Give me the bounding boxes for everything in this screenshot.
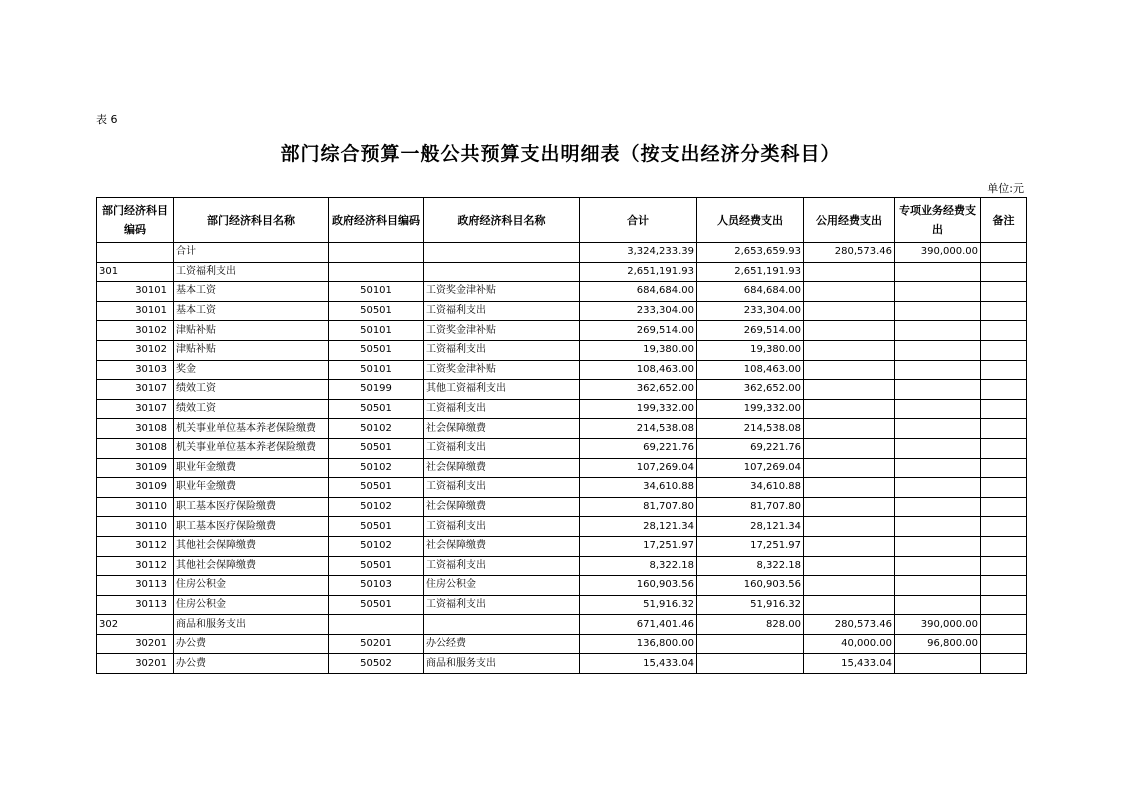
special-cell <box>895 478 981 498</box>
dept-name-cell: 绩效工资 <box>174 380 329 400</box>
dept-name-cell: 工资福利支出 <box>174 262 329 282</box>
dept-code-cell: 30112 <box>97 556 174 576</box>
personnel-cell: 160,903.56 <box>697 576 804 596</box>
special-cell: 96,800.00 <box>895 634 981 654</box>
special-cell <box>895 360 981 380</box>
public-cell <box>804 595 895 615</box>
gov-name-cell: 社会保障缴费 <box>424 536 580 556</box>
header-row <box>97 198 1027 243</box>
dept-code-cell: 30110 <box>97 497 174 517</box>
gov-name-cell: 其他工资福利支出 <box>424 380 580 400</box>
table-number: 表 6 <box>96 113 118 126</box>
table-row <box>97 478 1027 498</box>
note-cell <box>981 262 1027 282</box>
total-cell: 108,463.00 <box>580 360 697 380</box>
gov-code-cell: 50102 <box>329 458 424 478</box>
table-row <box>97 262 1027 282</box>
dept-code-cell: 301 <box>97 262 174 282</box>
public-cell <box>804 380 895 400</box>
dept-name-cell: 办公费 <box>174 654 329 674</box>
personnel-cell: 34,610.88 <box>697 478 804 498</box>
personnel-cell: 269,514.00 <box>697 321 804 341</box>
public-cell <box>804 360 895 380</box>
dept-code-cell: 30102 <box>97 321 174 341</box>
gov-code-cell: 50103 <box>329 576 424 596</box>
table-row <box>97 380 1027 400</box>
dept-name-cell: 职工基本医疗保险缴费 <box>174 517 329 537</box>
public-cell: 40,000.00 <box>804 634 895 654</box>
col-header-personnel: 人员经费支出 <box>697 198 804 243</box>
public-cell: 15,433.04 <box>804 654 895 674</box>
gov-name-cell <box>424 615 580 635</box>
table-row <box>97 340 1027 360</box>
col-header-gov-name: 政府经济科目名称 <box>424 198 580 243</box>
special-cell <box>895 301 981 321</box>
dept-name-cell: 奖金 <box>174 360 329 380</box>
budget-table <box>96 197 1027 674</box>
note-cell <box>981 517 1027 537</box>
gov-name-cell: 工资福利支出 <box>424 438 580 458</box>
gov-code-cell: 50501 <box>329 301 424 321</box>
personnel-cell: 69,221.76 <box>697 438 804 458</box>
special-cell <box>895 576 981 596</box>
gov-code-cell: 50102 <box>329 497 424 517</box>
public-cell: 280,573.46 <box>804 615 895 635</box>
total-cell: 214,538.08 <box>580 419 697 439</box>
gov-name-cell: 工资奖金津补贴 <box>424 360 580 380</box>
note-cell <box>981 615 1027 635</box>
public-cell <box>804 497 895 517</box>
table-row <box>97 321 1027 341</box>
gov-name-cell: 商品和服务支出 <box>424 654 580 674</box>
gov-name-cell: 工资福利支出 <box>424 478 580 498</box>
personnel-cell: 28,121.34 <box>697 517 804 537</box>
table-row <box>97 497 1027 517</box>
gov-name-cell: 工资奖金津补贴 <box>424 282 580 302</box>
personnel-cell: 362,652.00 <box>697 380 804 400</box>
gov-code-cell <box>329 243 424 263</box>
total-cell: 28,121.34 <box>580 517 697 537</box>
dept-code-cell: 30109 <box>97 458 174 478</box>
dept-name-cell: 津贴补贴 <box>174 321 329 341</box>
note-cell <box>981 399 1027 419</box>
table-row <box>97 615 1027 635</box>
col-header-total: 合计 <box>580 198 697 243</box>
total-cell: 19,380.00 <box>580 340 697 360</box>
note-cell <box>981 340 1027 360</box>
personnel-cell: 2,653,659.93 <box>697 243 804 263</box>
gov-code-cell: 50201 <box>329 634 424 654</box>
dept-code-cell: 30108 <box>97 438 174 458</box>
gov-name-cell: 办公经费 <box>424 634 580 654</box>
gov-code-cell: 50501 <box>329 556 424 576</box>
special-cell <box>895 380 981 400</box>
note-cell <box>981 380 1027 400</box>
table-row <box>97 282 1027 302</box>
public-cell <box>804 399 895 419</box>
gov-name-cell: 工资福利支出 <box>424 399 580 419</box>
total-cell: 69,221.76 <box>580 438 697 458</box>
note-cell <box>981 438 1027 458</box>
gov-code-cell: 50199 <box>329 380 424 400</box>
dept-name-cell: 职工基本医疗保险缴费 <box>174 497 329 517</box>
dept-code-cell: 302 <box>97 615 174 635</box>
public-cell <box>804 262 895 282</box>
dept-name-cell: 职业年金缴费 <box>174 478 329 498</box>
dept-name-cell: 机关事业单位基本养老保险缴费 <box>174 419 329 439</box>
total-cell: 362,652.00 <box>580 380 697 400</box>
gov-code-cell: 50101 <box>329 282 424 302</box>
dept-code-cell: 30201 <box>97 654 174 674</box>
special-cell <box>895 438 981 458</box>
table-row <box>97 301 1027 321</box>
personnel-cell: 828.00 <box>697 615 804 635</box>
dept-name-cell: 合计 <box>174 243 329 263</box>
dept-code-cell: 30109 <box>97 478 174 498</box>
special-cell <box>895 556 981 576</box>
dept-name-cell: 基本工资 <box>174 301 329 321</box>
special-cell: 390,000.00 <box>895 615 981 635</box>
gov-code-cell: 50501 <box>329 438 424 458</box>
table-body <box>97 243 1027 674</box>
special-cell <box>895 399 981 419</box>
public-cell <box>804 517 895 537</box>
gov-code-cell: 50501 <box>329 399 424 419</box>
note-cell <box>981 243 1027 263</box>
gov-name-cell <box>424 243 580 263</box>
table-row <box>97 634 1027 654</box>
personnel-cell: 684,684.00 <box>697 282 804 302</box>
personnel-cell: 107,269.04 <box>697 458 804 478</box>
note-cell <box>981 536 1027 556</box>
total-cell: 136,800.00 <box>580 634 697 654</box>
col-header-dept-code: 部门经济科目编码 <box>97 198 174 243</box>
special-cell <box>895 536 981 556</box>
special-cell: 390,000.00 <box>895 243 981 263</box>
gov-name-cell: 社会保障缴费 <box>424 419 580 439</box>
total-cell: 684,684.00 <box>580 282 697 302</box>
note-cell <box>981 478 1027 498</box>
col-header-note: 备注 <box>981 198 1027 243</box>
personnel-cell: 233,304.00 <box>697 301 804 321</box>
table-row <box>97 517 1027 537</box>
total-cell: 8,322.18 <box>580 556 697 576</box>
special-cell <box>895 282 981 302</box>
gov-code-cell: 50102 <box>329 536 424 556</box>
public-cell <box>804 321 895 341</box>
dept-name-cell: 基本工资 <box>174 282 329 302</box>
public-cell <box>804 419 895 439</box>
special-cell <box>895 340 981 360</box>
special-cell <box>895 654 981 674</box>
gov-name-cell: 工资福利支出 <box>424 517 580 537</box>
note-cell <box>981 419 1027 439</box>
note-cell <box>981 360 1027 380</box>
gov-code-cell: 50101 <box>329 360 424 380</box>
gov-code-cell: 50501 <box>329 478 424 498</box>
note-cell <box>981 301 1027 321</box>
total-cell: 671,401.46 <box>580 615 697 635</box>
public-cell <box>804 478 895 498</box>
dept-code-cell: 30107 <box>97 399 174 419</box>
public-cell <box>804 301 895 321</box>
note-cell <box>981 595 1027 615</box>
table-row <box>97 556 1027 576</box>
special-cell <box>895 517 981 537</box>
dept-code-cell: 30108 <box>97 419 174 439</box>
public-cell <box>804 576 895 596</box>
gov-code-cell: 50501 <box>329 340 424 360</box>
col-header-special: 专项业务经费支出 <box>895 198 981 243</box>
personnel-cell: 199,332.00 <box>697 399 804 419</box>
dept-code-cell: 30113 <box>97 576 174 596</box>
total-cell: 51,916.32 <box>580 595 697 615</box>
special-cell <box>895 458 981 478</box>
special-cell <box>895 595 981 615</box>
dept-code-cell: 30112 <box>97 536 174 556</box>
gov-code-cell <box>329 615 424 635</box>
dept-name-cell: 职业年金缴费 <box>174 458 329 478</box>
total-cell: 81,707.80 <box>580 497 697 517</box>
dept-name-cell: 住房公积金 <box>174 576 329 596</box>
total-cell: 2,651,191.93 <box>580 262 697 282</box>
dept-name-cell: 办公费 <box>174 634 329 654</box>
special-cell <box>895 262 981 282</box>
dept-code-cell: 30103 <box>97 360 174 380</box>
note-cell <box>981 458 1027 478</box>
table-row <box>97 458 1027 478</box>
table-row <box>97 419 1027 439</box>
gov-code-cell: 50101 <box>329 321 424 341</box>
note-cell <box>981 282 1027 302</box>
special-cell <box>895 419 981 439</box>
note-cell <box>981 634 1027 654</box>
dept-name-cell: 住房公积金 <box>174 595 329 615</box>
dept-name-cell: 其他社会保障缴费 <box>174 556 329 576</box>
dept-code-cell: 30101 <box>97 301 174 321</box>
total-cell: 199,332.00 <box>580 399 697 419</box>
table-row <box>97 576 1027 596</box>
gov-name-cell: 工资福利支出 <box>424 595 580 615</box>
unit-label: 单位:元 <box>987 182 1024 195</box>
personnel-cell: 108,463.00 <box>697 360 804 380</box>
total-cell: 34,610.88 <box>580 478 697 498</box>
personnel-cell: 81,707.80 <box>697 497 804 517</box>
dept-code-cell: 30201 <box>97 634 174 654</box>
dept-name-cell: 绩效工资 <box>174 399 329 419</box>
personnel-cell: 8,322.18 <box>697 556 804 576</box>
gov-code-cell: 50102 <box>329 419 424 439</box>
total-cell: 107,269.04 <box>580 458 697 478</box>
gov-code-cell: 50501 <box>329 517 424 537</box>
public-cell <box>804 282 895 302</box>
total-cell: 17,251.97 <box>580 536 697 556</box>
personnel-cell: 51,916.32 <box>697 595 804 615</box>
total-cell: 269,514.00 <box>580 321 697 341</box>
total-cell: 160,903.56 <box>580 576 697 596</box>
total-cell: 3,324,233.39 <box>580 243 697 263</box>
dept-code-cell: 30107 <box>97 380 174 400</box>
table-row <box>97 243 1027 263</box>
note-cell <box>981 556 1027 576</box>
personnel-cell: 19,380.00 <box>697 340 804 360</box>
personnel-cell: 2,651,191.93 <box>697 262 804 282</box>
public-cell <box>804 556 895 576</box>
public-cell <box>804 438 895 458</box>
table-row <box>97 654 1027 674</box>
personnel-cell: 17,251.97 <box>697 536 804 556</box>
note-cell <box>981 497 1027 517</box>
special-cell <box>895 321 981 341</box>
special-cell <box>895 497 981 517</box>
gov-name-cell: 工资福利支出 <box>424 556 580 576</box>
dept-code-cell: 30102 <box>97 340 174 360</box>
gov-name-cell: 工资福利支出 <box>424 340 580 360</box>
table-row <box>97 438 1027 458</box>
personnel-cell <box>697 654 804 674</box>
public-cell <box>804 536 895 556</box>
table-row <box>97 360 1027 380</box>
table-row <box>97 595 1027 615</box>
dept-code-cell <box>97 243 174 263</box>
gov-code-cell: 50502 <box>329 654 424 674</box>
table-row <box>97 536 1027 556</box>
personnel-cell <box>697 634 804 654</box>
note-cell <box>981 321 1027 341</box>
col-header-dept-name: 部门经济科目名称 <box>174 198 329 243</box>
total-cell: 233,304.00 <box>580 301 697 321</box>
gov-name-cell: 社会保障缴费 <box>424 497 580 517</box>
dept-name-cell: 津贴补贴 <box>174 340 329 360</box>
gov-name-cell: 工资福利支出 <box>424 301 580 321</box>
total-cell: 15,433.04 <box>580 654 697 674</box>
dept-code-cell: 30113 <box>97 595 174 615</box>
table-row <box>97 399 1027 419</box>
public-cell <box>804 340 895 360</box>
gov-name-cell <box>424 262 580 282</box>
dept-name-cell: 其他社会保障缴费 <box>174 536 329 556</box>
gov-name-cell: 工资奖金津补贴 <box>424 321 580 341</box>
dept-code-cell: 30101 <box>97 282 174 302</box>
dept-name-cell: 商品和服务支出 <box>174 615 329 635</box>
public-cell <box>804 458 895 478</box>
col-header-public: 公用经费支出 <box>804 198 895 243</box>
personnel-cell: 214,538.08 <box>697 419 804 439</box>
gov-name-cell: 社会保障缴费 <box>424 458 580 478</box>
col-header-gov-code: 政府经济科目编码 <box>329 198 424 243</box>
dept-code-cell: 30110 <box>97 517 174 537</box>
note-cell <box>981 576 1027 596</box>
gov-code-cell: 50501 <box>329 595 424 615</box>
gov-name-cell: 住房公积金 <box>424 576 580 596</box>
page-title: 部门综合预算一般公共预算支出明细表（按支出经济分类科目） <box>280 143 841 165</box>
public-cell: 280,573.46 <box>804 243 895 263</box>
gov-code-cell <box>329 262 424 282</box>
note-cell <box>981 654 1027 674</box>
dept-name-cell: 机关事业单位基本养老保险缴费 <box>174 438 329 458</box>
